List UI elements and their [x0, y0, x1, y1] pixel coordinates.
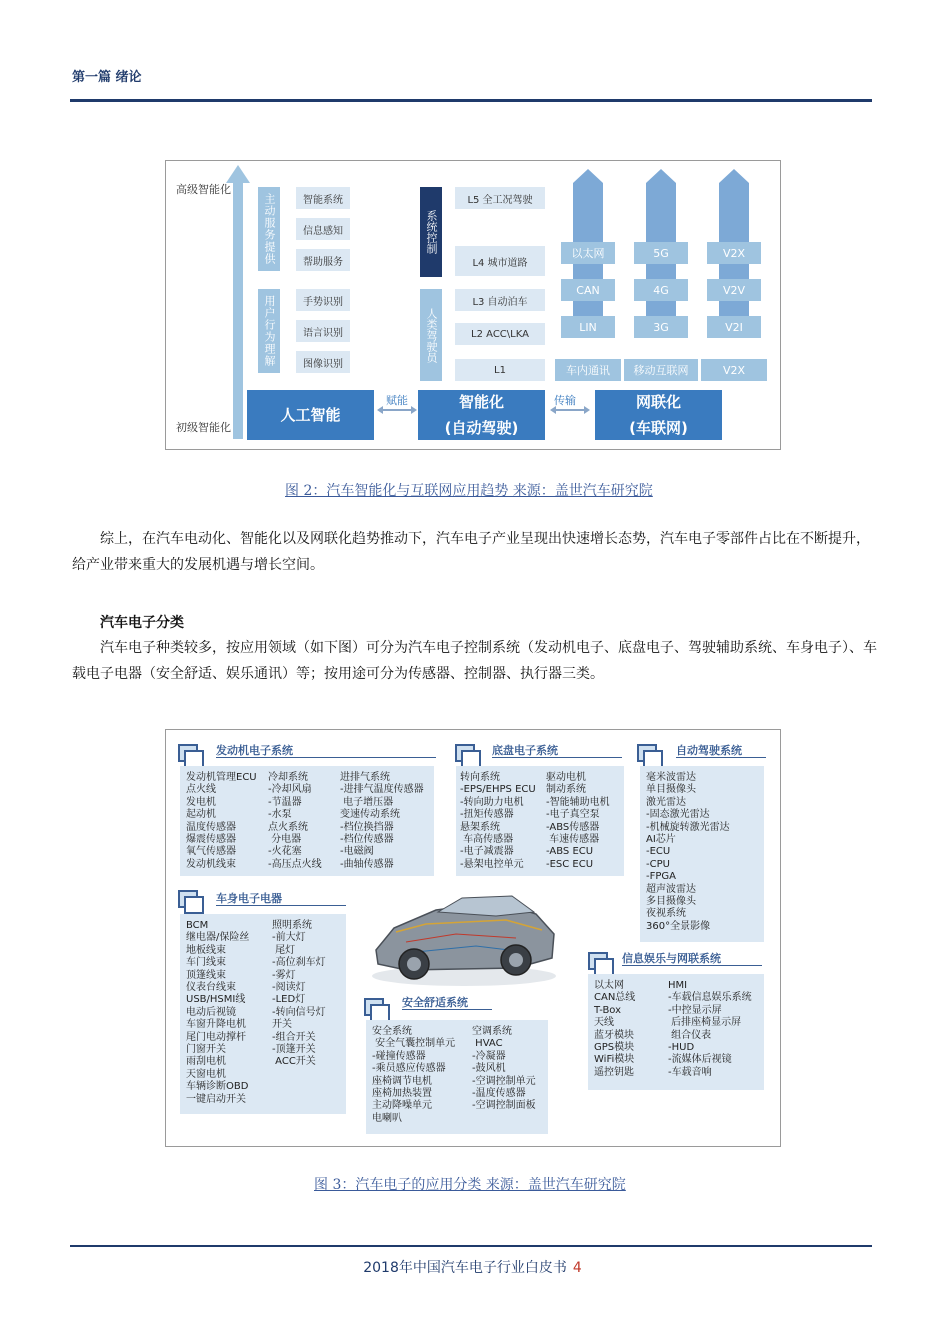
list-item: -冷却风扇 — [268, 784, 312, 796]
list-item: 仪表台线束 — [186, 982, 236, 994]
cell-help-service: 帮助服务 — [296, 249, 350, 271]
box-network-line1: 网联化 — [635, 393, 681, 411]
list-item: -雾灯 — [272, 969, 296, 981]
double-arrow-icon — [377, 405, 417, 415]
box-ai — [247, 390, 374, 440]
info-col-1 — [594, 980, 635, 1079]
cell-gesture: 手势识别 — [296, 289, 350, 311]
list-item: 车高传感器 — [460, 834, 514, 846]
net-5g: 5G — [634, 242, 688, 264]
list-item: 继电器/保险丝 — [186, 932, 250, 944]
title-underline — [676, 757, 766, 758]
panel-title-chassis: 底盘电子系统 — [492, 744, 558, 757]
list-item: GPS模块 — [594, 1042, 635, 1054]
panel-body — [180, 914, 346, 1114]
box-smart-line2: (自动驾驶) — [444, 419, 519, 437]
cell-image: 图像识别 — [296, 351, 350, 373]
list-item: -机械旋转激光雷达 — [646, 821, 730, 833]
list-item: -冷凝器 — [472, 1050, 506, 1062]
cell-smart-system: 智能系统 — [296, 187, 350, 209]
list-item: 悬架系统 — [460, 821, 500, 833]
list-item: -EPS/EHPS ECU — [460, 784, 536, 796]
list-item: 以太网 — [594, 980, 624, 991]
list-item: ACC开关 — [272, 1056, 316, 1068]
list-item: 激光雷达 — [646, 796, 686, 808]
list-item: 主动降噪单元 — [372, 1100, 432, 1112]
list-item: 开关 — [272, 1019, 292, 1031]
list-item: -前大灯 — [272, 932, 306, 944]
list-item: 单目摄像头 — [646, 784, 696, 796]
box-ai-label: 人工智能 — [280, 406, 341, 424]
list-item: HMI — [668, 980, 688, 991]
paragraph-classification: 汽车电子种类较多，按应用领域（如下图）可分为汽车电子控制系统（发动机电子、底盘电子、驾驶辅助系统、车身电子）、车载电子电器（安全舒适、娱乐通讯）等；按用途可分为传感器、控制器、执行器三类。 — [72, 640, 877, 682]
panel-title-info: 信息娱乐与网联系统 — [622, 952, 721, 965]
list-item: -电子真空泵 — [546, 809, 600, 821]
list-item: CAN总线 — [594, 992, 636, 1004]
list-item: 点火线 — [186, 784, 216, 796]
panel-title-safety: 安全舒适系统 — [402, 996, 468, 1009]
box-smart — [418, 390, 545, 440]
title-underline — [216, 905, 346, 906]
list-item: 爆震传感器 — [186, 834, 236, 846]
list-item: 天窗电机 — [186, 1068, 226, 1080]
list-item: 分电器 — [268, 834, 302, 846]
list-item: -流媒体后视镜 — [668, 1054, 732, 1066]
net-4g: 4G — [634, 279, 688, 301]
list-item: 起动机 — [186, 809, 216, 821]
list-item: -悬架电控单元 — [460, 858, 524, 870]
list-item: 多目摄像头 — [646, 896, 696, 908]
footer-divider — [70, 1245, 872, 1247]
list-item: -LED灯 — [272, 994, 306, 1006]
panel-title-body: 车身电子电器 — [216, 892, 282, 905]
box-network-line2: (车联网) — [629, 419, 688, 437]
safety-col-1 — [372, 1026, 455, 1125]
list-item: 尾门电动撑杆 — [186, 1031, 246, 1043]
list-item: -车载音响 — [668, 1066, 712, 1078]
list-item: 夜视系统 — [646, 908, 686, 920]
connector-transmit: 传输 — [554, 394, 576, 407]
list-item: -电磁阀 — [340, 846, 374, 858]
list-item: 电子增压器 — [340, 796, 394, 808]
safety-col-2 — [472, 1026, 536, 1113]
list-item: BCM — [186, 920, 209, 931]
connector-enable: 赋能 — [386, 394, 408, 407]
engine-col-1 — [186, 772, 257, 871]
panel-info — [588, 974, 764, 1090]
header-divider — [70, 99, 872, 102]
list-item: -阅读灯 — [272, 982, 306, 994]
net-can: CAN — [561, 279, 615, 301]
level-l1: L1 — [455, 359, 545, 381]
list-item: -ESC ECU — [546, 858, 594, 870]
list-item: 氧气传感器 — [186, 846, 236, 858]
figure-2-caption: 图 2：汽车智能化与互联网应用趋势 来源：盖世汽车研究院 — [285, 483, 653, 499]
panel-safety — [366, 1020, 548, 1134]
list-item: 进排气系统 — [340, 772, 390, 783]
net-in-vehicle: 车内通讯 — [555, 359, 621, 381]
info-col-2 — [668, 980, 752, 1079]
figure-3-caption: 图 3：汽车电子的应用分类 来源：盖世汽车研究院 — [314, 1177, 626, 1193]
list-item: -FPGA — [646, 871, 676, 883]
block-system-control: 系统控制 — [420, 187, 442, 277]
group-title-behavior: 用户行为理解 — [258, 289, 280, 373]
panel-title-adas: 自动驾驶系统 — [676, 744, 742, 757]
net-v2x-top: V2X — [707, 242, 761, 264]
car-illustration — [366, 872, 562, 992]
panel-chassis — [456, 766, 624, 876]
list-item: -ABS传感器 — [546, 821, 600, 833]
net-v2x-bottom: V2X — [701, 359, 767, 381]
panel-title-engine: 发动机电子系统 — [216, 744, 293, 757]
net-ethernet: 以太网 — [561, 242, 615, 264]
section-heading: 汽车电子分类 — [100, 615, 184, 631]
cell-voice: 语言识别 — [296, 320, 350, 342]
list-item: WiFi模块 — [594, 1054, 635, 1066]
list-item: 尾灯 — [272, 944, 296, 956]
list-item: AI芯片 — [646, 834, 676, 846]
net-v2i: V2I — [707, 316, 761, 338]
list-item: -中控显示屏 — [668, 1004, 722, 1016]
list-item: 照明系统 — [272, 920, 312, 931]
axis-label-top: 高级智能化 — [176, 183, 231, 196]
list-item: 车辆诊断OBD — [186, 1081, 249, 1093]
engine-col-3 — [340, 772, 424, 871]
level-l3: L3 自动泊车 — [455, 289, 545, 311]
footer — [0, 1257, 945, 1277]
list-item: -转向信号灯 — [272, 1006, 326, 1018]
title-underline — [622, 965, 762, 966]
list-item: 组合仪表 — [668, 1029, 712, 1041]
list-item: 360°全景影像 — [646, 920, 711, 932]
list-item: 门窗开关 — [186, 1044, 226, 1056]
level-l4: L4 城市道路 — [455, 246, 545, 276]
list-item: 车窗升降电机 — [186, 1019, 246, 1031]
list-item: -进排气温度传感器 — [340, 784, 424, 796]
list-item: 遥控钥匙 — [594, 1066, 634, 1078]
list-item: 冷却系统 — [268, 772, 308, 783]
list-item: 发电机 — [186, 796, 216, 808]
chapter-header: 第一篇 绪论 — [72, 70, 142, 85]
list-item: -空调控制面板 — [472, 1100, 536, 1112]
list-item: 毫米波雷达 — [646, 772, 696, 783]
list-item: 超声波雷达 — [646, 883, 696, 895]
list-item: 座椅加热装置 — [372, 1088, 432, 1100]
block-human-driver: 人类驾驶员 — [420, 289, 442, 381]
title-underline — [492, 757, 622, 758]
list-item: -碰撞传感器 — [372, 1050, 426, 1062]
list-item: -转向助力电机 — [460, 796, 524, 808]
figure-2 — [165, 160, 781, 450]
double-arrow-icon — [550, 405, 590, 415]
list-item: HVAC — [472, 1038, 503, 1050]
list-item: 空调系统 — [472, 1026, 512, 1037]
panel-icon — [184, 896, 204, 914]
paragraph-summary: 综上，在汽车电动化、智能化以及网联化趋势推动下，汽车电子产业呈现出快速增长态势，汽车电子零部件占比在不断提升，给产业带来重大的发展机遇与增长空间。 — [72, 531, 870, 573]
list-item: T-Box — [594, 1004, 622, 1016]
footer-title: 2018年中国汽车电子行业白皮书 — [363, 1260, 567, 1276]
list-item: 发动机线束 — [186, 858, 236, 870]
list-item: 电喇叭 — [372, 1112, 402, 1124]
list-item: -档位换挡器 — [340, 821, 394, 833]
list-item: 座椅调节电机 — [372, 1075, 432, 1087]
list-item: 电动后视镜 — [186, 1006, 236, 1018]
list-item: 点火系统 — [268, 821, 308, 833]
list-item: -CPU — [646, 858, 670, 870]
list-item: 车门线束 — [186, 957, 226, 969]
list-item: -高压点火线 — [268, 858, 322, 870]
figure-3 — [165, 729, 781, 1147]
chassis-col-2 — [546, 772, 610, 871]
panel-adas — [640, 766, 764, 942]
body-col-2 — [272, 920, 326, 1069]
panel-engine — [180, 766, 434, 876]
list-item: -空调控制单元 — [472, 1075, 536, 1087]
list-item: 转向系统 — [460, 772, 500, 783]
list-item: 车速传感器 — [546, 834, 600, 846]
list-item: 制动系统 — [546, 784, 586, 796]
list-item: 雨刮电机 — [186, 1056, 226, 1068]
list-item: -组合开关 — [272, 1031, 316, 1043]
net-lin: LIN — [561, 316, 615, 338]
list-item: 地板线束 — [186, 944, 226, 956]
list-item: -ABS ECU — [546, 846, 594, 858]
list-item: 安全气囊控制单元 — [372, 1038, 456, 1050]
list-item: 后排座椅显示屏 — [668, 1017, 742, 1029]
list-item: 温度传感器 — [186, 821, 236, 833]
list-item: -水泵 — [268, 809, 292, 821]
engine-col-2 — [268, 772, 322, 871]
net-3g: 3G — [634, 316, 688, 338]
list-item: -乘员感应传感器 — [372, 1063, 446, 1075]
list-item: -高位刹车灯 — [272, 957, 326, 969]
list-item: -档位传感器 — [340, 834, 394, 846]
list-item: -曲轴传感器 — [340, 858, 394, 870]
list-item: -智能辅助电机 — [546, 796, 610, 808]
body-col-1 — [186, 920, 249, 1106]
list-item: -ECU — [646, 846, 671, 858]
list-item: 顶篷线束 — [186, 969, 226, 981]
title-underline — [402, 1009, 492, 1010]
group-title-proactive: 主动服务提供 — [258, 187, 280, 271]
list-item: -火花塞 — [268, 846, 302, 858]
net-v2v: V2V — [707, 279, 761, 301]
chassis-col-1 — [460, 772, 536, 871]
list-item: -节温器 — [268, 796, 302, 808]
axis-label-bottom: 初级智能化 — [176, 421, 231, 434]
list-item: -鼓风机 — [472, 1063, 506, 1075]
list-item: USB/HSMI线 — [186, 994, 246, 1006]
list-item: -顶篷开关 — [272, 1044, 316, 1056]
list-item: 一键启动开关 — [186, 1093, 246, 1105]
list-item: 安全系统 — [372, 1026, 412, 1037]
list-item: -温度传感器 — [472, 1088, 526, 1100]
list-item: -固态激光雷达 — [646, 809, 710, 821]
level-l2: L2 ACC\LKA — [455, 323, 545, 345]
level-l5: L5 全工况驾驶 — [455, 187, 545, 209]
box-network — [595, 390, 722, 440]
box-smart-line1: 智能化 — [458, 393, 504, 411]
title-underline — [216, 757, 436, 758]
list-item: -HUD — [668, 1042, 695, 1054]
list-item: 天线 — [594, 1017, 614, 1029]
net-mobile-internet: 移动互联网 — [624, 359, 698, 381]
list-item: 驱动电机 — [546, 772, 586, 783]
cell-info-sensing: 信息感知 — [296, 218, 350, 240]
page-number: 4 — [572, 1260, 582, 1276]
list-item: 发动机管理ECU — [186, 772, 257, 783]
list-item: -电子减震器 — [460, 846, 514, 858]
list-item: 变速传动系统 — [340, 809, 400, 821]
list-item: -扭矩传感器 — [460, 809, 514, 821]
list-item: 蓝牙模块 — [594, 1029, 634, 1041]
adas-col — [646, 772, 730, 933]
list-item: -车载信息娱乐系统 — [668, 992, 752, 1004]
